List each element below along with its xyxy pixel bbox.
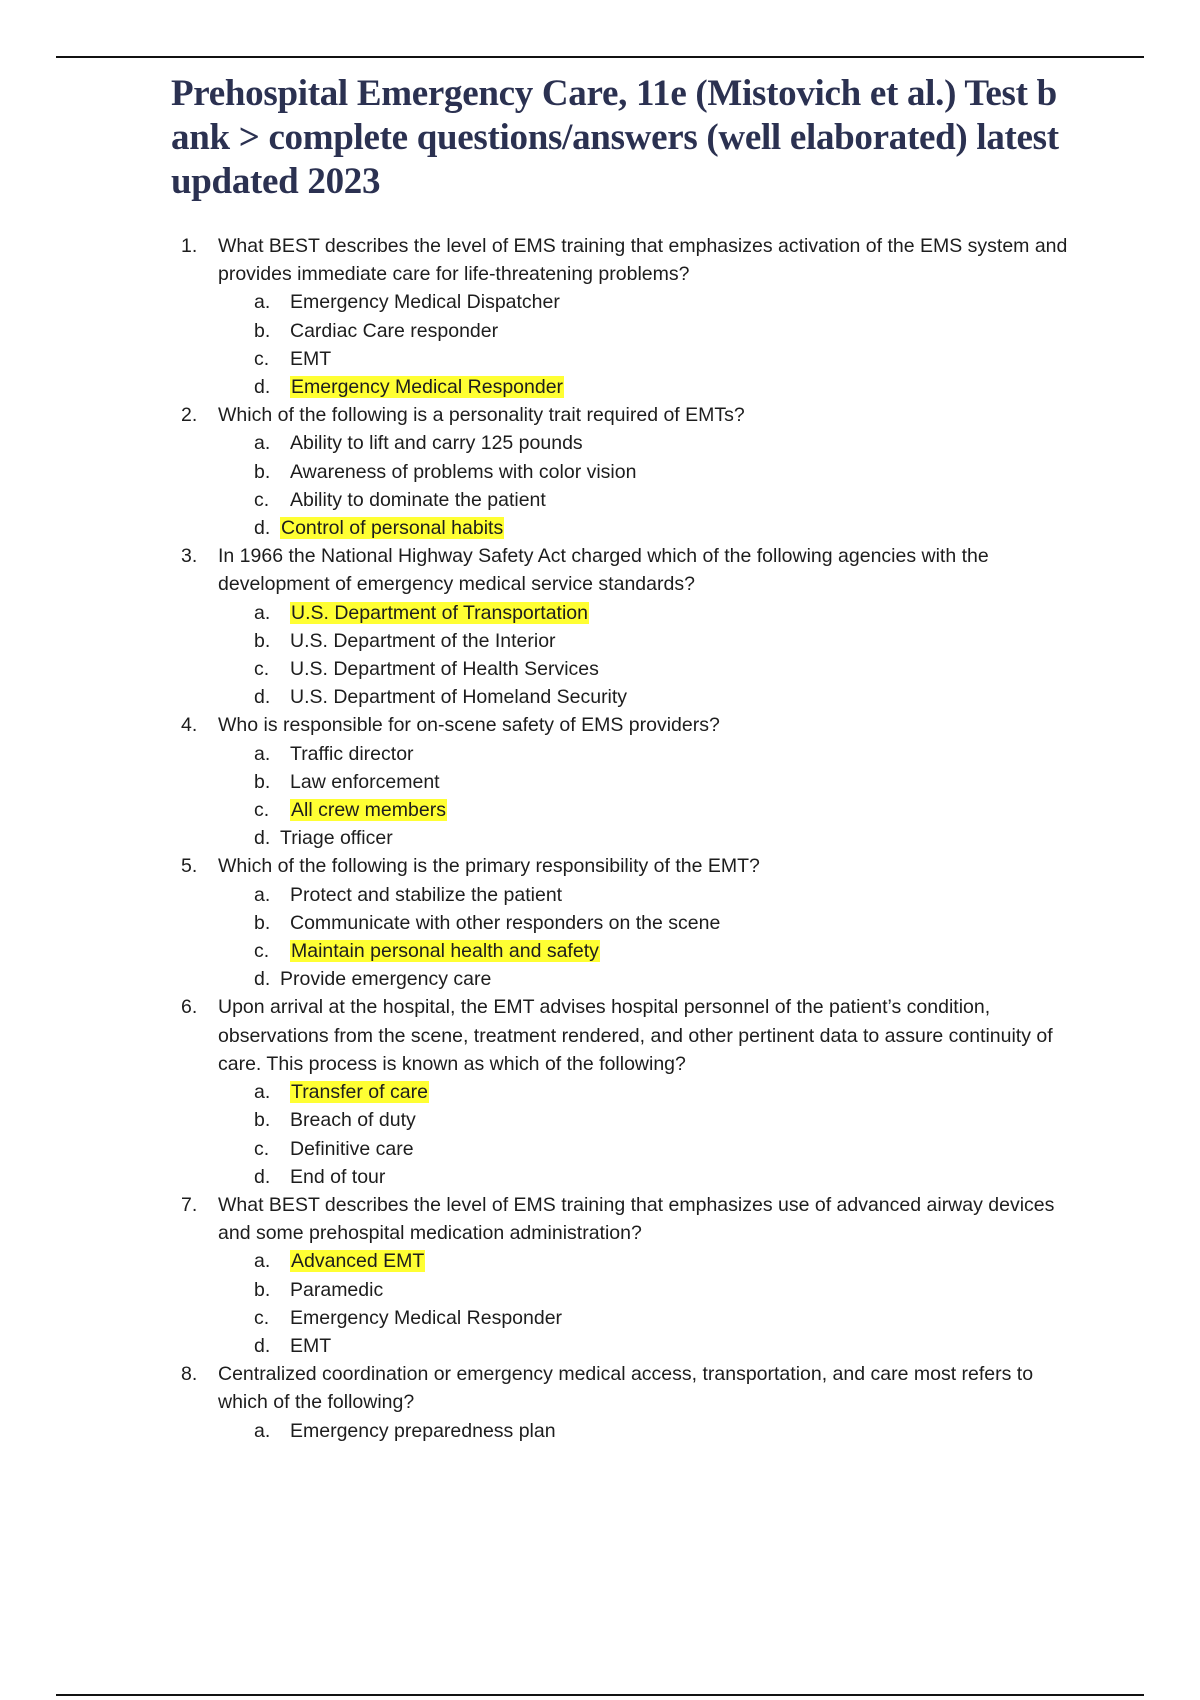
option-text: Emergency preparedness plan xyxy=(290,1419,556,1442)
option-text: Definitive care xyxy=(290,1137,414,1160)
question-text: What BEST describes the level of EMS training that emphasizes activation of the EMS system and provides immediate care for life-threatening problems? xyxy=(218,235,1068,286)
option-list xyxy=(0,1247,1200,1360)
option-text: Triage officer xyxy=(280,827,393,850)
option-letter: a. xyxy=(254,1419,271,1442)
option-text: Emergency Medical Responder xyxy=(290,1306,563,1329)
option-letter: c. xyxy=(254,488,270,511)
option-text: Provide emergency care xyxy=(280,968,492,991)
answer-option xyxy=(0,458,1200,486)
option-letter: c. xyxy=(254,658,270,681)
answer-option xyxy=(0,683,1200,711)
question-number: 5. xyxy=(181,855,198,878)
answer-option xyxy=(0,627,1200,655)
option-list xyxy=(0,288,1200,401)
option-text: Cardiac Care responder xyxy=(290,319,499,342)
answer-option xyxy=(0,486,1200,514)
answer-option xyxy=(0,1106,1200,1134)
option-letter: c. xyxy=(254,1306,270,1329)
answer-option xyxy=(0,909,1200,937)
question-text: Which of the following is the primary responsibility of the EMT? xyxy=(218,855,760,878)
option-letter: c. xyxy=(254,347,270,370)
question-number: 6. xyxy=(181,996,198,1019)
option-text: U.S. Department of Health Services xyxy=(290,658,599,681)
answer-option xyxy=(0,1276,1200,1304)
option-letter: b. xyxy=(254,911,271,934)
question-item xyxy=(0,711,1200,852)
question-text: What BEST describes the level of EMS training that emphasizes use of advanced airway devices and some prehospital medication administration? xyxy=(218,1193,1055,1245)
answer-option xyxy=(0,655,1200,683)
option-text: Communicate with other responders on the scene xyxy=(290,911,721,934)
option-text-highlighted: Control of personal habits xyxy=(281,517,504,540)
option-list xyxy=(0,1078,1200,1191)
question-number: 8. xyxy=(181,1363,198,1386)
question-row xyxy=(0,232,1080,288)
question-number: 2. xyxy=(181,404,198,427)
answer-option xyxy=(0,1332,1200,1360)
question-row xyxy=(0,852,1080,880)
question-item xyxy=(0,1191,1200,1360)
option-letter: d. xyxy=(254,686,271,709)
answer-option xyxy=(0,1078,1200,1106)
option-text-highlighted: Maintain personal health and safety xyxy=(291,940,599,963)
answer-option xyxy=(0,1417,1200,1445)
question-item xyxy=(0,232,1200,401)
option-text-highlighted: Emergency Medical Responder xyxy=(291,376,564,399)
option-letter: d. xyxy=(254,1165,271,1188)
question-row xyxy=(0,993,1080,1078)
question-row xyxy=(0,401,1080,429)
option-letter: a. xyxy=(254,601,271,624)
question-item xyxy=(0,993,1200,1190)
option-letter: d. xyxy=(254,376,271,399)
option-list xyxy=(0,429,1200,542)
question-number: 3. xyxy=(181,545,198,568)
question-text: Which of the following is a personality trait required of EMTs? xyxy=(218,404,745,427)
question-text: Centralized coordination or emergency medical access, transportation, and care most refers to which of the following? xyxy=(218,1363,1034,1414)
question-number: 7. xyxy=(181,1193,198,1216)
option-text: Awareness of problems with color vision xyxy=(290,460,637,483)
answer-option xyxy=(0,937,1200,965)
option-text: Law enforcement xyxy=(290,770,440,793)
option-list xyxy=(0,1417,1200,1445)
question-row xyxy=(0,1191,1080,1247)
question-text: In 1966 the National Highway Safety Act charged which of the following agencies with the development of emergency medical service standards? xyxy=(218,545,989,596)
bottom-rule xyxy=(56,1694,1144,1696)
option-text-highlighted: All crew members xyxy=(291,799,446,822)
answer-option xyxy=(0,768,1200,796)
question-item xyxy=(0,852,1200,993)
option-text: Traffic director xyxy=(290,742,414,765)
question-number: 4. xyxy=(181,714,198,737)
option-letter: c. xyxy=(254,1137,270,1160)
answer-option xyxy=(0,373,1200,401)
option-text: Ability to lift and carry 125 pounds xyxy=(290,432,583,455)
question-row xyxy=(0,711,1080,739)
answer-option xyxy=(0,429,1200,457)
option-text: Protect and stabilize the patient xyxy=(290,883,563,906)
answer-option xyxy=(0,345,1200,373)
option-list xyxy=(0,881,1200,994)
option-letter: a. xyxy=(254,1081,271,1104)
option-text: Ability to dominate the patient xyxy=(290,488,546,511)
question-item xyxy=(0,401,1200,542)
answer-option xyxy=(0,1135,1200,1163)
option-text: Emergency Medical Dispatcher xyxy=(290,291,560,314)
option-letter: b. xyxy=(254,319,271,342)
option-letter: b. xyxy=(254,770,271,793)
option-letter: a. xyxy=(254,742,271,765)
question-row xyxy=(0,542,1080,598)
option-letter: a. xyxy=(254,291,271,314)
option-text-highlighted: Transfer of care xyxy=(291,1081,428,1104)
document-title: Prehospital Emergency Care, 11e (Mistovich et al.) Test bank > complete questions/answers (well elaborated) latest updated 2023 xyxy=(171,73,1059,202)
option-text: Breach of duty xyxy=(290,1109,416,1132)
question-row xyxy=(0,1360,1080,1416)
option-letter: b. xyxy=(254,460,271,483)
option-list xyxy=(0,740,1200,853)
answer-option xyxy=(0,1163,1200,1191)
answer-option xyxy=(0,288,1200,316)
option-letter: a. xyxy=(254,432,271,455)
answer-option xyxy=(0,824,1200,852)
option-text: Paramedic xyxy=(290,1278,384,1301)
question-item xyxy=(0,542,1200,711)
question-text: Upon arrival at the hospital, the EMT advises hospital personnel of the patient’s condition, observations from the scene, treatment rendered, and other pertinent data to assure continuity of care. This process is known as which of the following? xyxy=(218,996,1053,1075)
option-letter: d. xyxy=(254,968,271,991)
option-list xyxy=(0,599,1200,712)
answer-option xyxy=(0,599,1200,627)
top-rule xyxy=(56,56,1144,58)
option-text-highlighted: Advanced EMT xyxy=(291,1250,425,1273)
option-text: U.S. Department of Homeland Security xyxy=(290,686,628,709)
option-letter: c. xyxy=(254,940,270,963)
answer-option xyxy=(0,796,1200,824)
option-letter: b. xyxy=(254,1278,271,1301)
option-letter: d. xyxy=(254,517,271,540)
option-text: EMT xyxy=(290,1334,332,1357)
answer-option xyxy=(0,740,1200,768)
option-text: End of tour xyxy=(290,1165,386,1188)
option-text-highlighted: U.S. Department of Transportation xyxy=(291,601,588,624)
question-item xyxy=(0,1360,1200,1445)
answer-option xyxy=(0,514,1200,542)
option-letter: a. xyxy=(254,883,271,906)
question-list xyxy=(0,232,1200,1445)
question-text: Who is responsible for on-scene safety of EMS providers? xyxy=(218,714,720,737)
question-number: 1. xyxy=(181,235,198,257)
option-letter: d. xyxy=(254,827,271,850)
option-letter: b. xyxy=(254,629,271,652)
option-text: EMT xyxy=(290,347,332,370)
option-letter: c. xyxy=(254,799,270,822)
answer-option xyxy=(0,1247,1200,1275)
answer-option xyxy=(0,317,1200,345)
option-text: U.S. Department of the Interior xyxy=(290,629,556,652)
option-letter: d. xyxy=(254,1334,271,1357)
answer-option xyxy=(0,1304,1200,1332)
answer-option xyxy=(0,881,1200,909)
answer-option xyxy=(0,965,1200,993)
option-letter: b. xyxy=(254,1109,271,1132)
option-letter: a. xyxy=(254,1250,271,1273)
